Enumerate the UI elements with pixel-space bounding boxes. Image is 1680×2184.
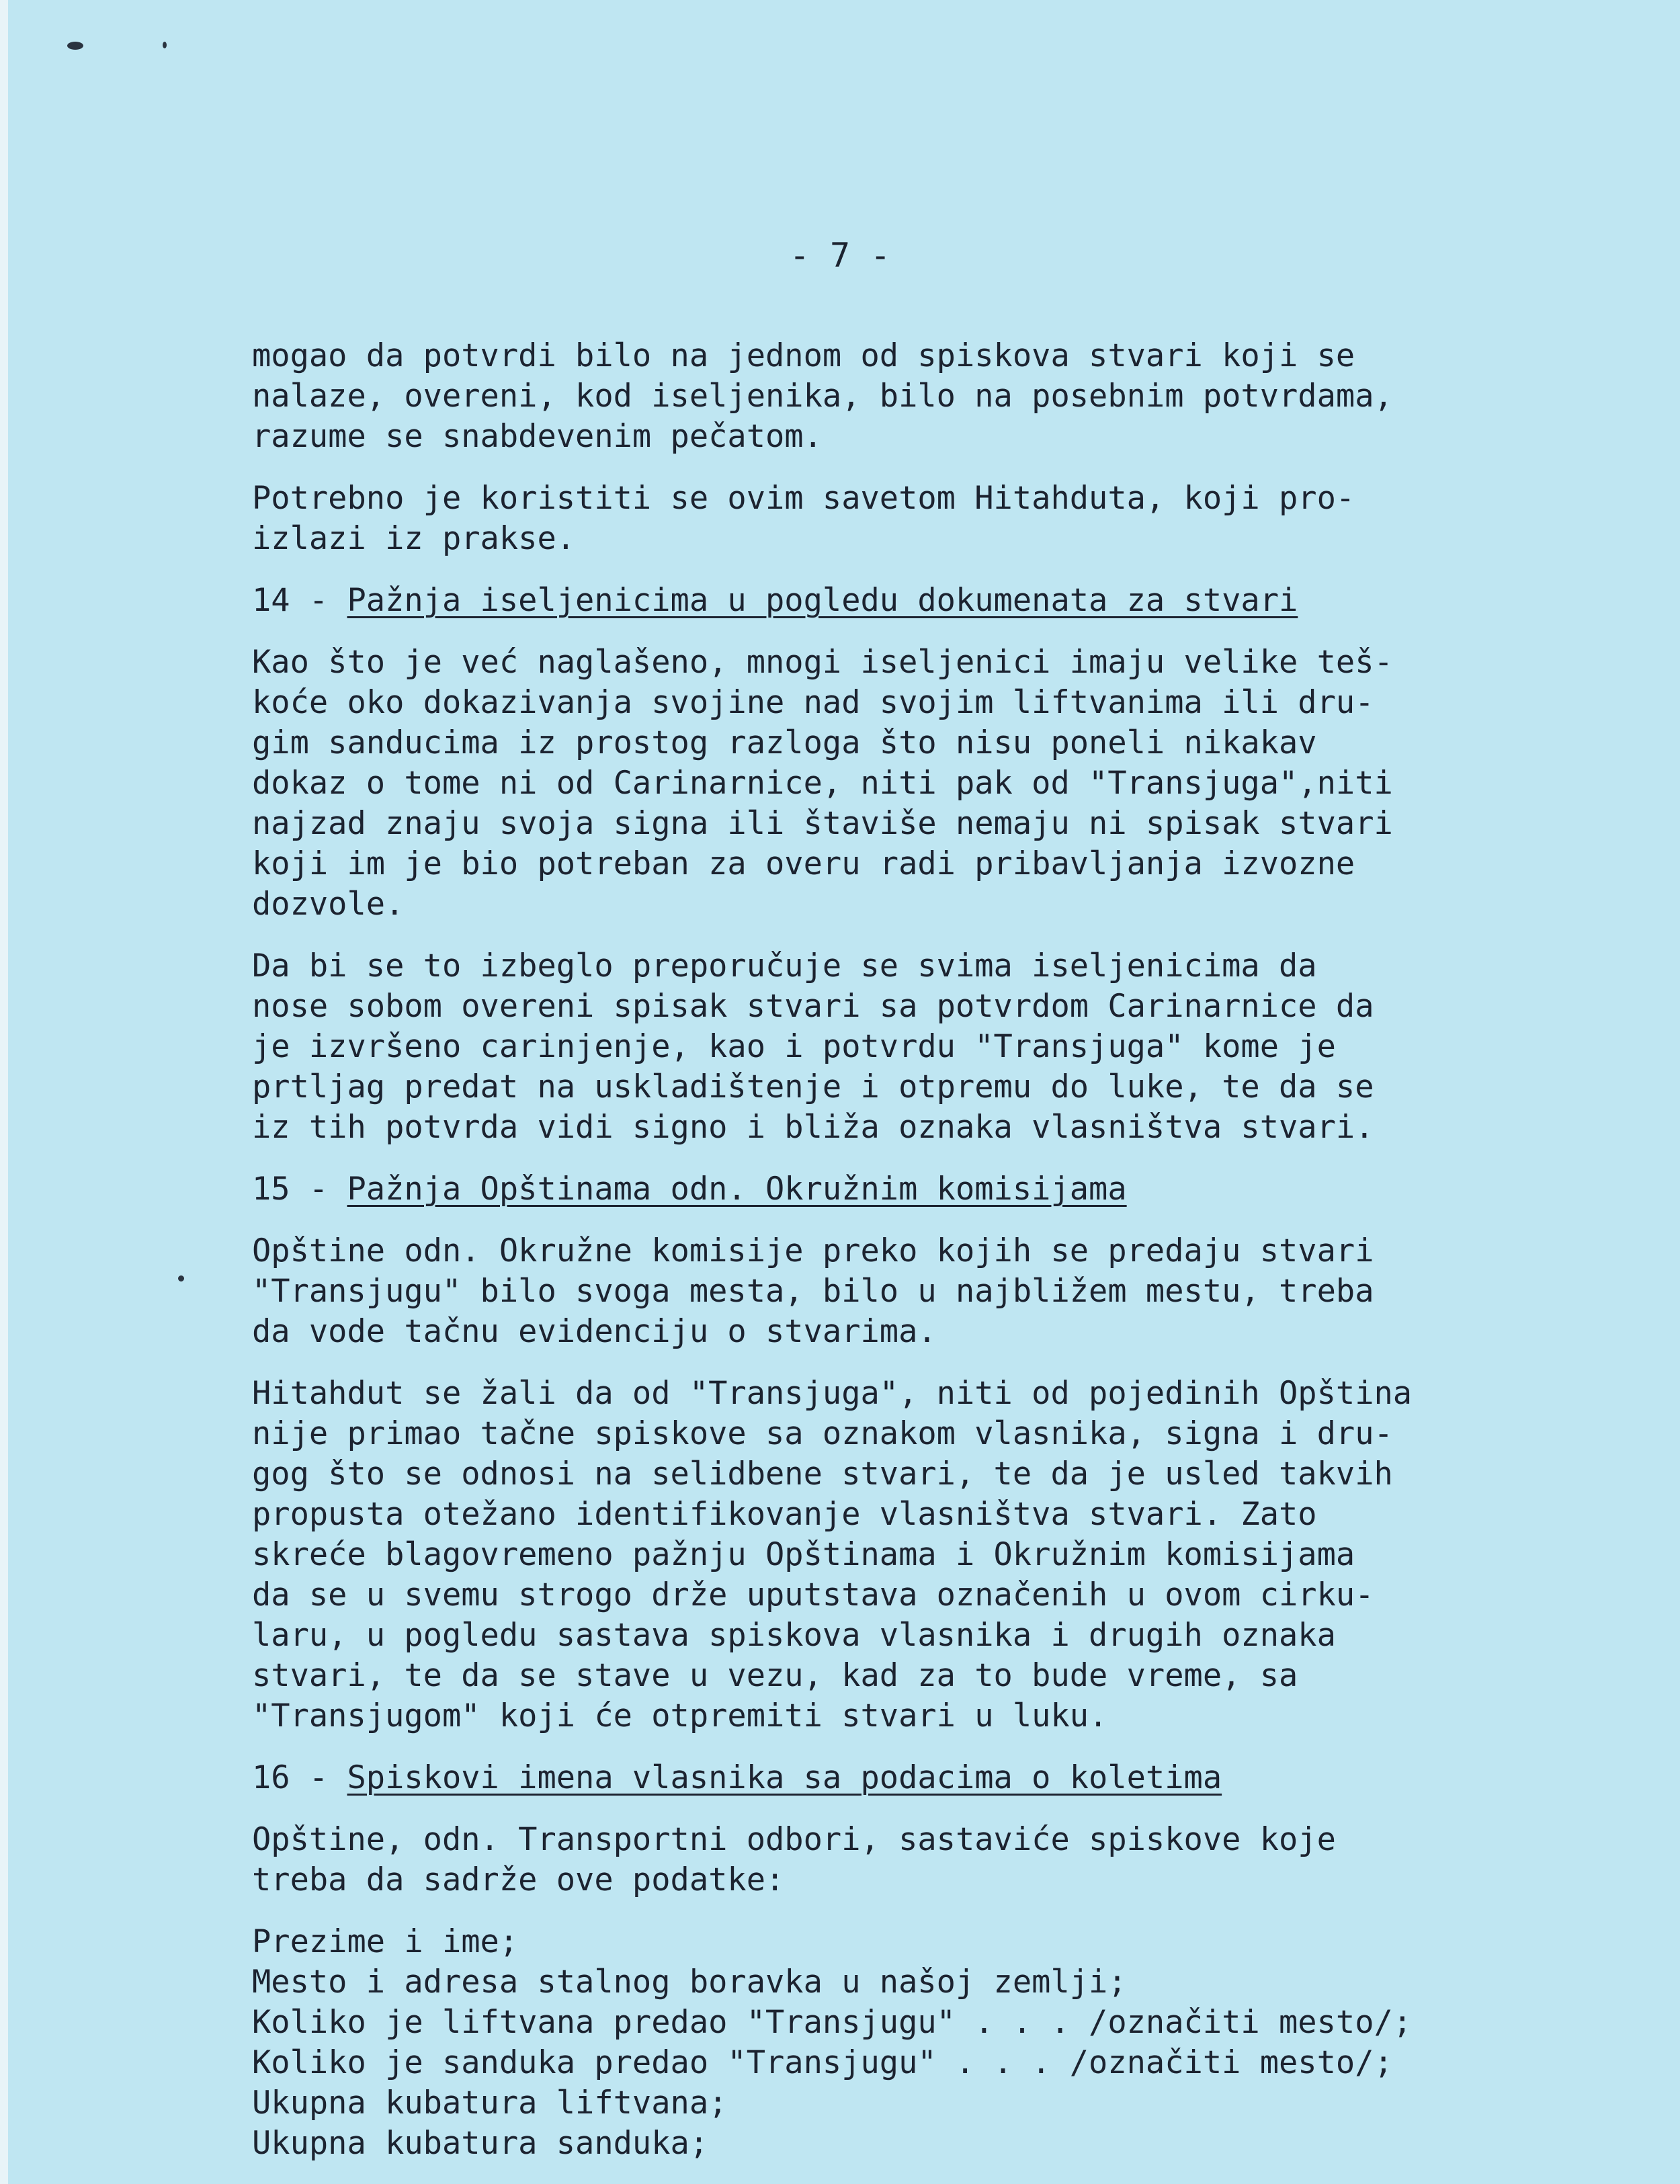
text-line: dokaz o tome ni od Carinarnice, niti pak od "Transjuga",niti	[252, 765, 1393, 802]
text-line: treba da sadrže ove podatke:	[252, 1861, 785, 1898]
text-line: izlazi iz prakse.	[252, 520, 576, 557]
page-number: - 7 -	[789, 236, 891, 275]
text-line: da se u svemu strogo drže uputstava označenih u ovom cirku-	[252, 1577, 1374, 1613]
section-number: 15 -	[252, 1171, 347, 1208]
text-line: "Transjugom" koji će otpremiti stvari u luku.	[252, 1697, 1108, 1734]
text-line: koće oko dokazivanja svojine nad svojim liftvanima ili dru-	[252, 684, 1374, 721]
text-line: razume se snabdevenim pečatom.	[252, 418, 823, 455]
text-line: Opštine odn. Okružne komisije preko kojih se predaju stvari	[252, 1232, 1374, 1269]
text-line: je izvršeno carinjenje, kao i potvrdu "Transjuga" kome je	[252, 1028, 1336, 1065]
text-line: Opštine, odn. Transportni odbori, sastaviće spiskove koje	[252, 1821, 1336, 1858]
text-line: nose sobom overeni spisak stvari sa potvrdom Carinarnice da	[252, 988, 1374, 1025]
section-title: Pažnja iseljenicima u pogledu dokumenata za stvari	[347, 582, 1298, 619]
list-item: Koliko je liftvana predao "Transjugu" . . . /označiti mesto/;	[252, 2004, 1413, 2041]
list-item: Ukupna kubatura sanduka;	[252, 2125, 709, 2162]
section-heading-15	[252, 1169, 1529, 1210]
text-line: Kao što je već naglašeno, mnogi iseljenici imaju velike teš-	[252, 644, 1393, 681]
text-line: koji im je bio potreban za overu radi pribavljanja izvozne	[252, 845, 1355, 882]
paper-edge	[0, 0, 8, 2184]
ink-speck	[163, 42, 167, 48]
paragraph-7	[252, 1820, 1529, 1900]
text-line: iz tih potvrda vidi signo i bliža oznaka vlasništva stvari.	[252, 1109, 1374, 1146]
text-line: laru, u pogledu sastava spiskova vlasnika i drugih oznaka	[252, 1617, 1336, 1654]
text-line: Potrebno je koristiti se ovim savetom Hitahduta, koji pro-	[252, 480, 1355, 517]
text-line: Da bi se to izbeglo preporučuje se svima iseljenicima da	[252, 948, 1317, 984]
data-field-list	[252, 1922, 1529, 2164]
paragraph-5	[252, 1231, 1529, 1352]
text-line: propusta otežano identifikovanje vlasništva stvari. Zato	[252, 1496, 1317, 1533]
text-line: da vode tačnu evidenciju o stvarima.	[252, 1313, 937, 1350]
list-item: Koliko je sanduka predao "Transjugu" . . . /označiti mesto/;	[252, 2044, 1393, 2081]
section-title: Spiskovi imena vlasnika sa podacima o koletima	[347, 1759, 1222, 1796]
text-line: nije primao tačne spiskove sa oznakom vlasnika, signa i dru-	[252, 1415, 1393, 1452]
ink-speck	[178, 1275, 184, 1282]
section-heading-16	[252, 1758, 1529, 1798]
text-line: mogao da potvrdi bilo na jednom od spiskova stvari koji se	[252, 337, 1355, 374]
text-line: skreće blagovremeno pažnju Opštinama i Okružnim komisijama	[252, 1536, 1355, 1573]
paragraph-4	[252, 946, 1529, 1148]
document-body	[252, 336, 1529, 2164]
list-item: Prezime i ime;	[252, 1923, 519, 1960]
text-line: prtljag predat na uskladištenje i otpremu do luke, te da se	[252, 1068, 1374, 1105]
paragraph-2	[252, 478, 1529, 559]
list-item: Mesto i adresa stalnog boravka u našoj zemlji;	[252, 1964, 1127, 2001]
section-title: Pažnja Opštinama odn. Okružnim komisijama	[347, 1171, 1127, 1208]
paragraph-1	[252, 336, 1529, 457]
section-heading-14	[252, 581, 1529, 621]
text-line: stvari, te da se stave u vezu, kad za to bude vreme, sa	[252, 1657, 1298, 1694]
paragraph-6	[252, 1374, 1529, 1736]
text-line: gog što se odnosi na selidbene stvari, te da je usled takvih	[252, 1456, 1393, 1493]
text-line: gim sanducima iz prostog razloga što nisu poneli nikakav	[252, 724, 1317, 761]
section-number: 16 -	[252, 1759, 347, 1796]
paragraph-3	[252, 642, 1529, 925]
text-line: najzad znaju svoja signa ili štaviše nemaju ni spisak stvari	[252, 805, 1393, 842]
section-number: 14 -	[252, 582, 347, 619]
list-item: Ukupna kubatura liftvana;	[252, 2085, 728, 2122]
text-line: nalaze, overeni, kod iseljenika, bilo na posebnim potvrdama,	[252, 378, 1393, 415]
text-line: Hitahdut se žali da od "Transjuga", niti od pojedinih Opština	[252, 1375, 1413, 1412]
text-line: dozvole.	[252, 886, 405, 923]
ink-speck	[67, 42, 83, 50]
text-line: "Transjugu" bilo svoga mesta, bilo u najbližem mestu, treba	[252, 1273, 1374, 1310]
